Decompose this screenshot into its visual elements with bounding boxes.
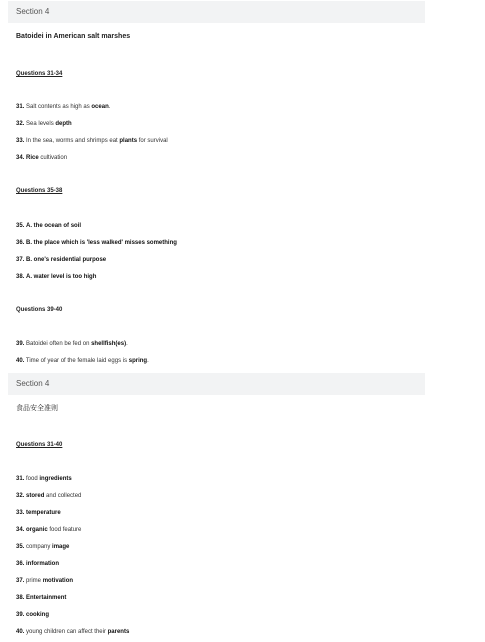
section-header: Section 4 xyxy=(8,1,425,23)
answer-keyword: ocean xyxy=(91,104,109,110)
answer-suffix: food feature xyxy=(47,527,82,533)
answer-line-38 xyxy=(16,273,96,281)
answer-line-36 xyxy=(16,239,177,247)
answer-line-33 xyxy=(16,509,61,517)
answer-prefix: young children can affect their xyxy=(26,629,108,635)
question-number: 38. xyxy=(16,274,25,280)
answer-prefix: food xyxy=(26,476,40,482)
answer-line-32 xyxy=(16,120,72,128)
answer-prefix: Batoidei often be fed on xyxy=(26,341,92,347)
answer-suffix: . xyxy=(108,104,111,110)
answer-keyword: A. the ocean of soil xyxy=(26,223,82,229)
answer-keyword: ingredients xyxy=(39,476,72,482)
answer-keyword: image xyxy=(52,544,70,550)
answer-line-32 xyxy=(16,492,81,500)
answer-keyword: B. the place which is 'less walked' misses something xyxy=(26,240,177,246)
questions-heading: Questions 39-40 xyxy=(16,307,63,313)
answer-keyword: plants xyxy=(119,138,138,144)
question-number: 40. xyxy=(16,358,25,364)
answer-prefix: Time of year of the female laid eggs is xyxy=(25,358,129,364)
question-number: 35. xyxy=(16,544,25,550)
answer-prefix: prime xyxy=(26,578,43,584)
answer-line-35 xyxy=(16,222,81,230)
question-number: 31. xyxy=(16,104,25,110)
question-number: 39. xyxy=(16,341,25,347)
answer-keyword: cooking xyxy=(26,612,50,618)
answer-keyword: stored xyxy=(26,493,45,499)
section-header: Section 4 xyxy=(8,373,425,395)
answer-keyword: depth xyxy=(55,121,72,127)
answer-line-40 xyxy=(16,357,149,365)
question-number: 37. xyxy=(16,578,25,584)
question-number: 37. xyxy=(16,257,25,263)
answer-keyword: parents xyxy=(107,629,130,635)
section-title: 食品安全准则 xyxy=(16,404,58,412)
question-number: 33. xyxy=(16,138,25,144)
answer-keyword: shellfish(es) xyxy=(91,341,127,347)
answer-line-40 xyxy=(16,628,129,636)
question-number: 35. xyxy=(16,223,25,229)
question-number: 36. xyxy=(16,561,25,567)
question-number: 40. xyxy=(16,629,25,635)
question-number: 31. xyxy=(16,476,25,482)
question-number: 39. xyxy=(16,612,25,618)
answer-line-39 xyxy=(16,611,49,619)
answer-keyword: temperature xyxy=(26,510,61,516)
answer-line-37 xyxy=(16,256,106,264)
answer-line-31 xyxy=(16,103,110,111)
answer-line-39 xyxy=(16,340,128,348)
answer-line-37 xyxy=(16,577,73,585)
question-number: 34. xyxy=(16,527,25,533)
answer-line-34 xyxy=(16,526,81,534)
answer-keyword: A. water level is too high xyxy=(26,274,97,280)
questions-heading: Questions 31-34 xyxy=(16,71,63,77)
answer-keyword: spring xyxy=(128,358,148,364)
answer-keyword: B. one's residential purpose xyxy=(26,257,107,263)
answer-keyword: motivation xyxy=(42,578,74,584)
answer-prefix: In the sea, worms and shrimps eat xyxy=(26,138,120,144)
answer-prefix: Sea levels xyxy=(26,121,56,127)
answer-line-34 xyxy=(16,154,67,162)
answer-suffix: . xyxy=(147,358,149,364)
answer-line-38 xyxy=(16,594,66,602)
answer-keyword: Entertainment xyxy=(26,595,67,601)
question-number: 34. xyxy=(16,155,25,161)
question-number: 36. xyxy=(16,240,25,246)
answer-keyword: organic xyxy=(26,527,48,533)
questions-heading: Questions 35-38 xyxy=(16,188,63,194)
answer-line-31 xyxy=(16,475,72,483)
question-number: 32. xyxy=(16,121,25,127)
answer-prefix: company xyxy=(26,544,53,550)
answer-line-33 xyxy=(16,137,168,145)
question-number: 38. xyxy=(16,595,25,601)
answer-suffix: and collected xyxy=(44,493,82,499)
answer-line-36 xyxy=(16,560,59,568)
answer-line-35 xyxy=(16,543,69,551)
question-number: 32. xyxy=(16,493,25,499)
answer-prefix: Salt contents as high as xyxy=(26,104,92,110)
answer-keyword: information xyxy=(26,561,60,567)
answer-suffix: cultivation xyxy=(38,155,68,161)
questions-heading: Questions 31-40 xyxy=(16,442,63,448)
answer-suffix: . xyxy=(126,341,128,347)
question-number: 33. xyxy=(16,510,25,516)
section-title: Batoidei in American salt marshes xyxy=(16,33,131,40)
answer-keyword: Rice xyxy=(26,155,39,161)
answer-suffix: for survival xyxy=(137,138,168,144)
